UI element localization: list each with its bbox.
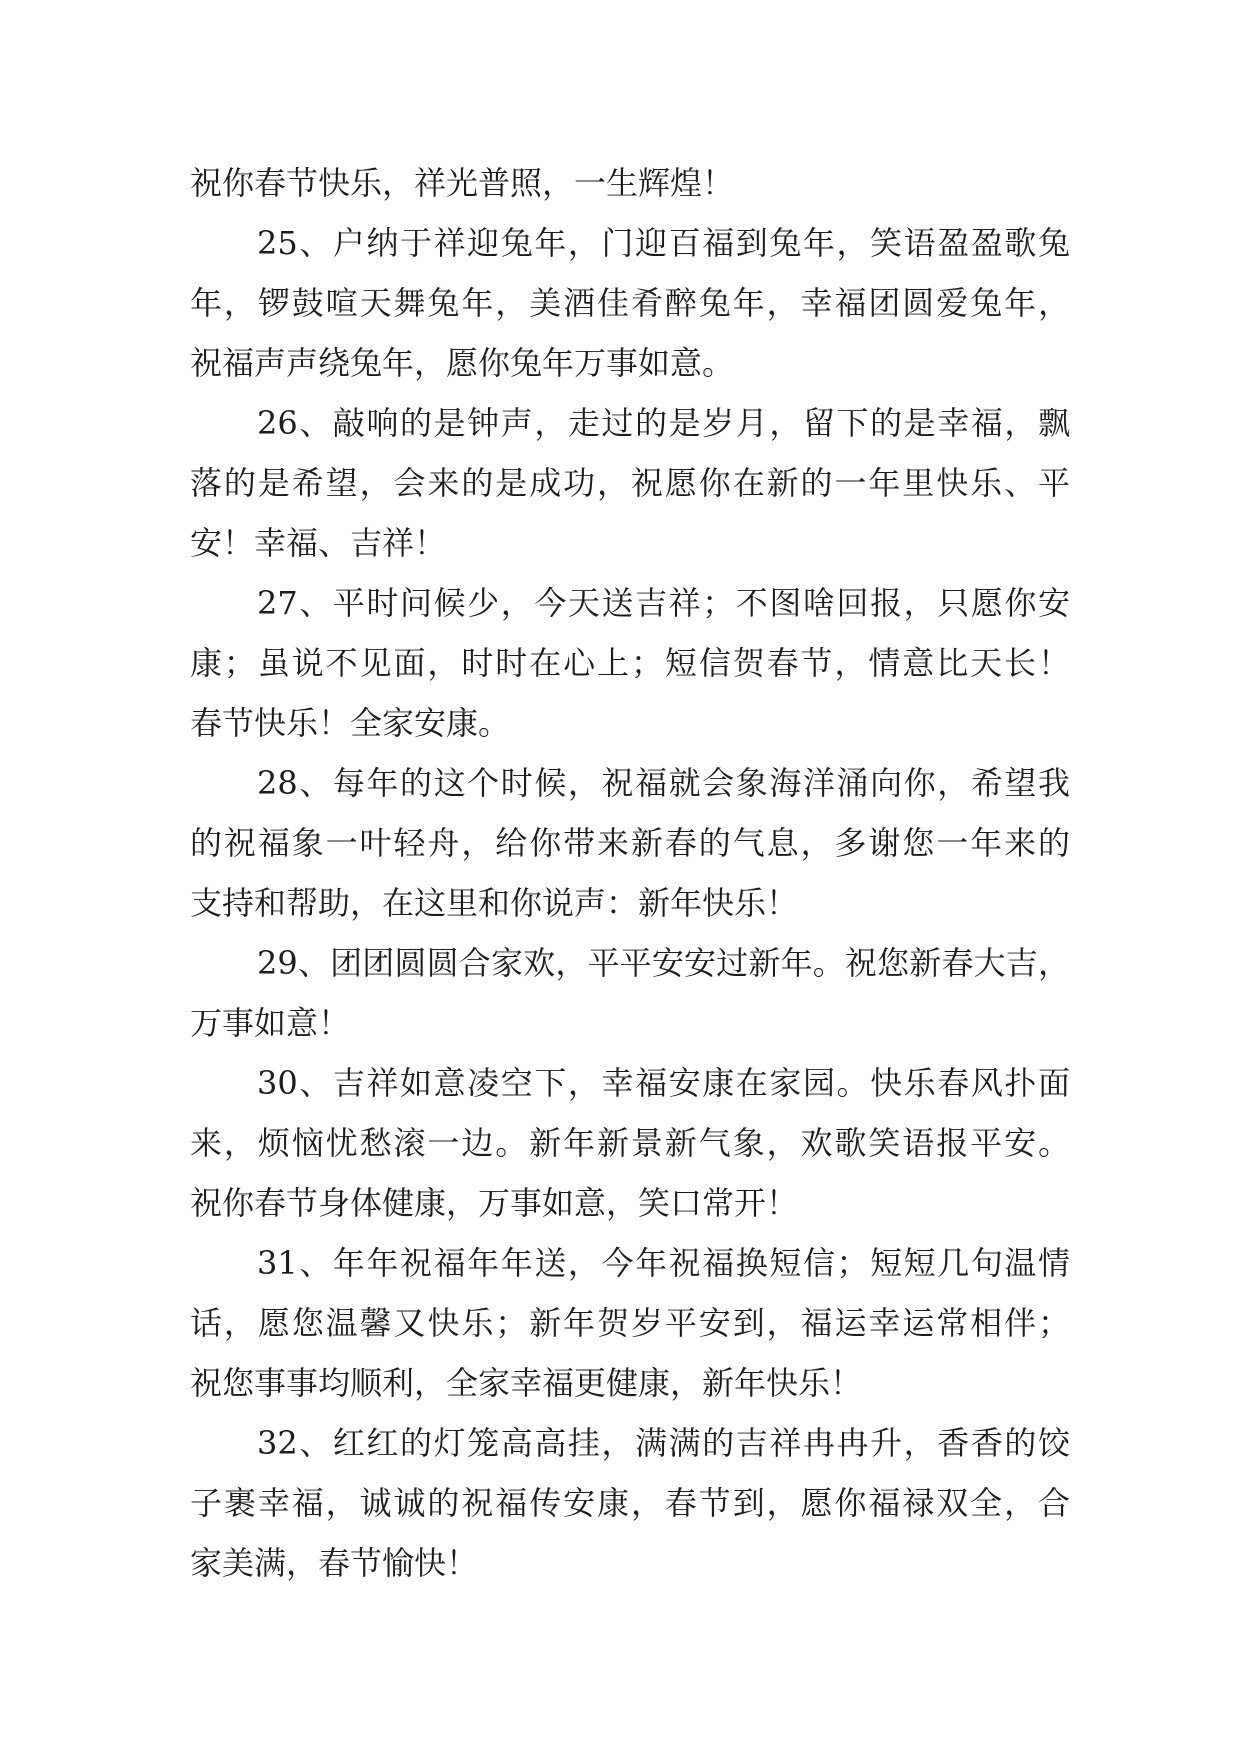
paragraph-line: 31、年年祝福年年送，今年祝福换短信；短短几句温情 — [257, 1244, 1070, 1282]
paragraph-32 — [190, 1413, 1070, 1593]
paragraph-28 — [190, 753, 1070, 933]
paragraph-line: 话，愿您温馨又快乐；新年贺岁平安到，福运幸运常相伴； — [190, 1304, 1070, 1342]
paragraph-26 — [190, 393, 1070, 573]
paragraph-line: 25、户纳于祥迎兔年，门迎百福到兔年，笑语盈盈歌兔 — [257, 224, 1070, 262]
paragraph-line: 来，烦恼忧愁滚一边。新年新景新气象，欢歌笑语报平安。 — [190, 1124, 1070, 1162]
paragraph-line: 康；虽说不见面，时时在心上；短信贺春节，情意比天长！ — [190, 644, 1070, 682]
paragraph-line: 落的是希望，会来的是成功，祝愿你在新的一年里快乐、平 — [190, 464, 1070, 502]
paragraph-line: 支持和帮助，在这里和你说声：新年快乐！ — [190, 884, 799, 922]
paragraph-line: 32、红红的灯笼高高挂，满满的吉祥冉冉升，香香的饺 — [257, 1424, 1070, 1462]
paragraph-line: 年，锣鼓喧天舞兔年，美酒佳肴醉兔年，幸福团圆爱兔年， — [190, 284, 1070, 322]
paragraph-line: 万事如意！ — [190, 1004, 351, 1042]
paragraph-line: 祝你春节身体健康，万事如意，笑口常开！ — [190, 1184, 799, 1222]
document-body — [190, 153, 1070, 1593]
paragraph-line: 26、敲响的是钟声，走过的是岁月，留下的是幸福，飘 — [257, 404, 1070, 442]
paragraph-30 — [190, 1053, 1070, 1233]
paragraph-31 — [190, 1233, 1070, 1413]
paragraph-line: 27、平时问候少，今天送吉祥；不图啥回报，只愿你安 — [257, 584, 1070, 622]
paragraph-29 — [190, 933, 1070, 1053]
paragraph-line: 安！幸福、吉祥！ — [190, 524, 447, 562]
paragraph-line: 春节快乐！全家安康。 — [190, 704, 511, 742]
paragraph-line: 29、团团圆圆合家欢，平平安安过新年。祝您新春大吉， — [257, 944, 1070, 982]
paragraph-line: 的祝福象一叶轻舟，给你带来新春的气息，多谢您一年来的 — [190, 824, 1070, 862]
paragraph-25 — [190, 213, 1070, 393]
paragraph-27 — [190, 573, 1070, 753]
paragraph-line: 28、每年的这个时候，祝福就会象海洋涌向你，希望我 — [257, 764, 1070, 802]
paragraph-line: 祝福声声绕兔年，愿你兔年万事如意。 — [190, 344, 735, 382]
paragraph-line: 祝你春节快乐，祥光普照，一生辉煌！ — [190, 164, 735, 202]
paragraph-line: 祝您事事均顺利，全家幸福更健康，新年快乐！ — [190, 1364, 863, 1402]
paragraph-line: 子裹幸福，诚诚的祝福传安康，春节到，愿你福禄双全，合 — [190, 1484, 1070, 1522]
paragraph-line: 30、吉祥如意凌空下，幸福安康在家园。快乐春风扑面 — [257, 1064, 1070, 1102]
paragraph-continuation — [190, 153, 1070, 213]
paragraph-line: 家美满，春节愉快！ — [190, 1544, 479, 1582]
